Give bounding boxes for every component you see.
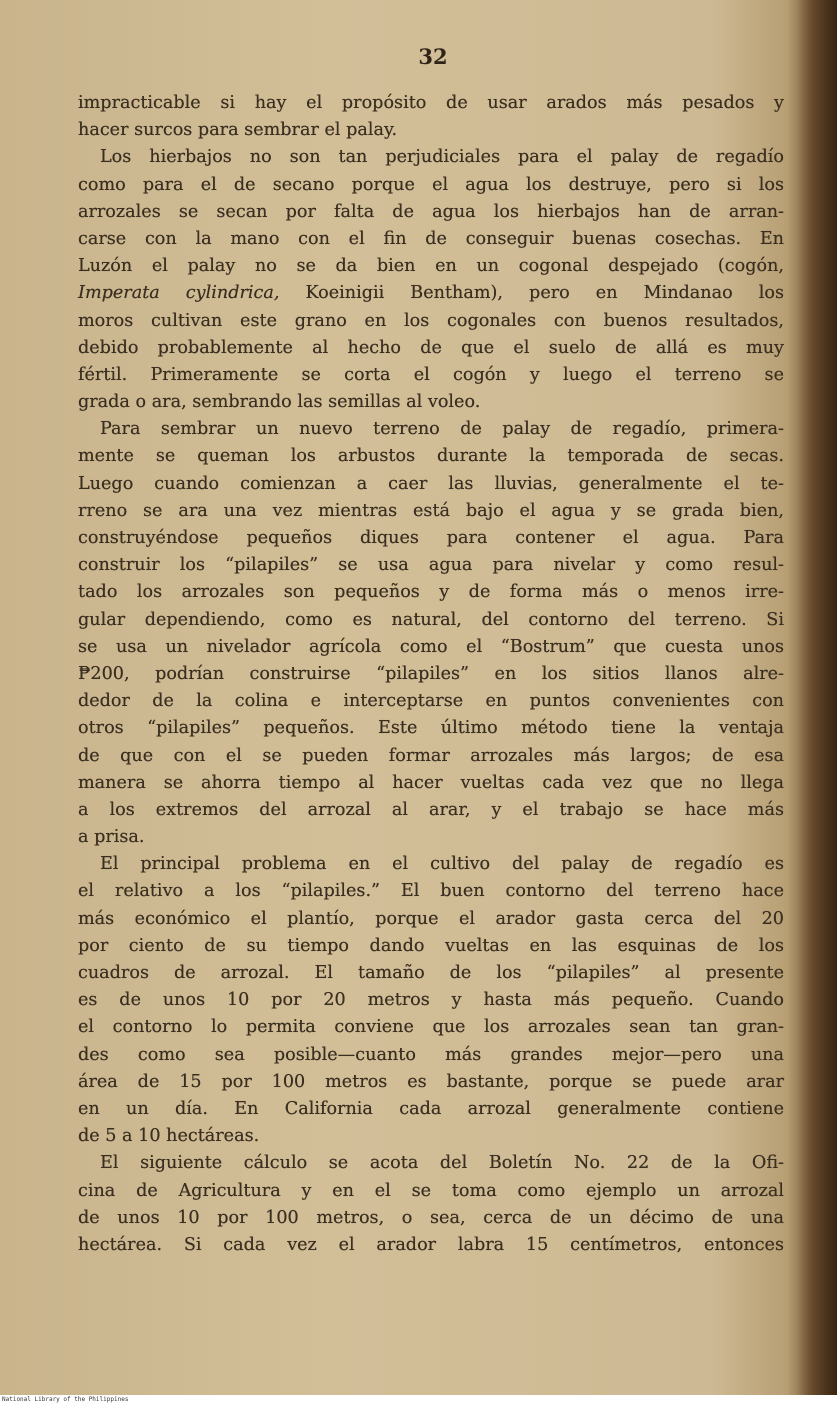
text-line (78, 770, 784, 797)
text-line (78, 1150, 784, 1177)
text-run: gular dependiendo, como es natural, del contorno del terreno. Si (78, 609, 784, 630)
text-line (78, 1123, 784, 1150)
text-line (78, 715, 784, 742)
text-line (78, 416, 784, 443)
text-line (78, 117, 784, 144)
text-run: Luzón el palay no se da bien en un cogonal despejado (cogón, (78, 256, 784, 277)
text-line (78, 389, 784, 416)
text-run: como para el de secano porque el agua los destruye, pero si los (78, 174, 784, 195)
text-run: debido probablemente al hecho de que el suelo de allá es muy (78, 337, 784, 358)
text-line (78, 987, 784, 1014)
text-line (78, 851, 784, 878)
text-line (78, 797, 784, 824)
text-run: cuadros de arrozal. El tamaño de los “pilapiles” al presente (78, 963, 784, 983)
text-run: es de unos 10 por 20 metros y hasta más pequeño. Cuando (78, 990, 784, 1011)
text-run: hectárea. Si cada vez el arador labra 15 centímetros, entonces (78, 1234, 784, 1255)
text-run: mente se queman los arbustos durante la temporada de secas. (78, 446, 784, 467)
text-run: a prisa. (78, 827, 145, 848)
text-run: tado los arrozales son pequeños y de forma más o menos irre- (78, 582, 784, 603)
text-run: grada o ara, sembrando las semillas al voleo. (78, 392, 481, 413)
text-run: en un día. En California cada arrozal generalmente contiene (78, 1098, 784, 1119)
text-line (78, 335, 784, 362)
text-line (78, 443, 784, 470)
text-line (78, 579, 784, 606)
text-line (78, 362, 784, 389)
text-line (78, 1178, 784, 1205)
text-run: rreno se ara una vez mientras está bajo el agua y se grada bien, (78, 500, 784, 521)
text-run: área de 15 por 100 metros es bastante, porque se puede arar (78, 1071, 784, 1092)
text-line (78, 1096, 784, 1123)
text-line (78, 253, 784, 280)
text-run: Koeinigii Bentham), pero en Mindanao los (279, 283, 784, 304)
text-run: Para sembrar un nuevo terreno de palay de regadío, primera- (100, 419, 784, 440)
text-line (78, 743, 784, 770)
text-line (78, 1232, 784, 1259)
text-run: más económico el plantío, porque el arador gasta cerca del 20 (78, 908, 784, 929)
text-line (78, 661, 784, 688)
text-run: manera se ahorra tiempo al hacer vueltas cada vez que no llega (78, 772, 784, 793)
text-run: de 5 a 10 hectáreas. (78, 1126, 260, 1147)
text-run: de que con el se pueden formar arrozales más largos; de esa (78, 745, 784, 766)
text-line (78, 90, 784, 117)
text-run: El siguiente cálculo se acota del Boletín No. 22 de la Ofi- (100, 1153, 784, 1174)
text-line (78, 634, 784, 661)
text-line (78, 960, 784, 987)
text-line (78, 688, 784, 715)
text-run: el contorno lo permita conviene que los arrozales sean tan gran- (78, 1017, 784, 1038)
text-run: Luego cuando comienzan a caer las lluvias, generalmente el te- (78, 473, 784, 494)
text-line (78, 1014, 784, 1041)
text-run: fértil. Primeramente se corta el cogón y luego el terreno se (78, 364, 784, 385)
text-line (78, 471, 784, 498)
text-run: de unos 10 por 100 metros, o sea, cerca de un décimo de una (78, 1207, 784, 1228)
text-run: El principal problema en el cultivo del palay de regadío es (100, 854, 784, 875)
book-spine-shadow (797, 0, 837, 1395)
text-line (78, 1069, 784, 1096)
text-line (78, 199, 784, 226)
text-line (78, 1042, 784, 1069)
text-run: el relativo a los “pilapiles.” El buen contorno del terreno hace (78, 881, 784, 902)
text-line (78, 498, 784, 525)
footer-credit: National Library of the Philippines (2, 1396, 129, 1403)
text-run: ₱200, podrían construirse “pilapiles” en los sitios llanos alre- (78, 663, 784, 684)
text-line (78, 144, 784, 171)
text-run: se usa un nivelador agrícola como el “Bostrum” que cuesta unos (78, 636, 784, 657)
text-run: construir los “pilapiles” se usa agua para nivelar y como resul- (78, 555, 784, 576)
text-line (78, 607, 784, 634)
text-run: moros cultivan este grano en los cogonales con buenos resultados, (78, 310, 784, 331)
text-run: Los hierbajos no son tan perjudiciales para el palay de regadío (100, 147, 784, 168)
text-line (78, 906, 784, 933)
text-run: arrozales se secan por falta de agua los hierbajos han de arran- (78, 201, 784, 222)
text-line (78, 552, 784, 579)
text-run: carse con la mano con el fin de conseguir buenas cosechas. En (78, 228, 784, 249)
text-line (78, 308, 784, 335)
text-run: por ciento de su tiempo dando vueltas en las esquinas de los (78, 935, 784, 956)
text-run: cina de Agricultura y en el se toma como ejemplo un arrozal (78, 1180, 784, 1201)
text-line (78, 933, 784, 960)
text-run: hacer surcos para sembrar el palay. (78, 120, 398, 141)
text-run: a los extremos del arrozal al arar, y el trabajo se hace más (78, 799, 784, 820)
text-line (78, 1205, 784, 1232)
text-line (78, 878, 784, 905)
body-text (78, 90, 784, 1259)
text-run: construyéndose pequeños diques para contener el agua. Para (78, 528, 784, 548)
text-line (78, 824, 784, 851)
text-run: impracticable si hay el propósito de usar arados más pesados y (78, 93, 784, 113)
italic-species-name: Imperata cylindrica, (78, 283, 280, 304)
text-line (78, 226, 784, 253)
text-run: des como sea posible—cuanto más grandes mejor—pero una (78, 1044, 784, 1065)
text-run: otros “pilapiles” pequeños. Este último método tiene la ventaja (78, 718, 784, 739)
text-line (78, 280, 784, 307)
page-number: 32 (418, 44, 448, 69)
text-line (78, 172, 784, 199)
text-run: dedor de la colina e interceptarse en puntos convenientes con (78, 691, 784, 712)
text-line (78, 525, 784, 552)
